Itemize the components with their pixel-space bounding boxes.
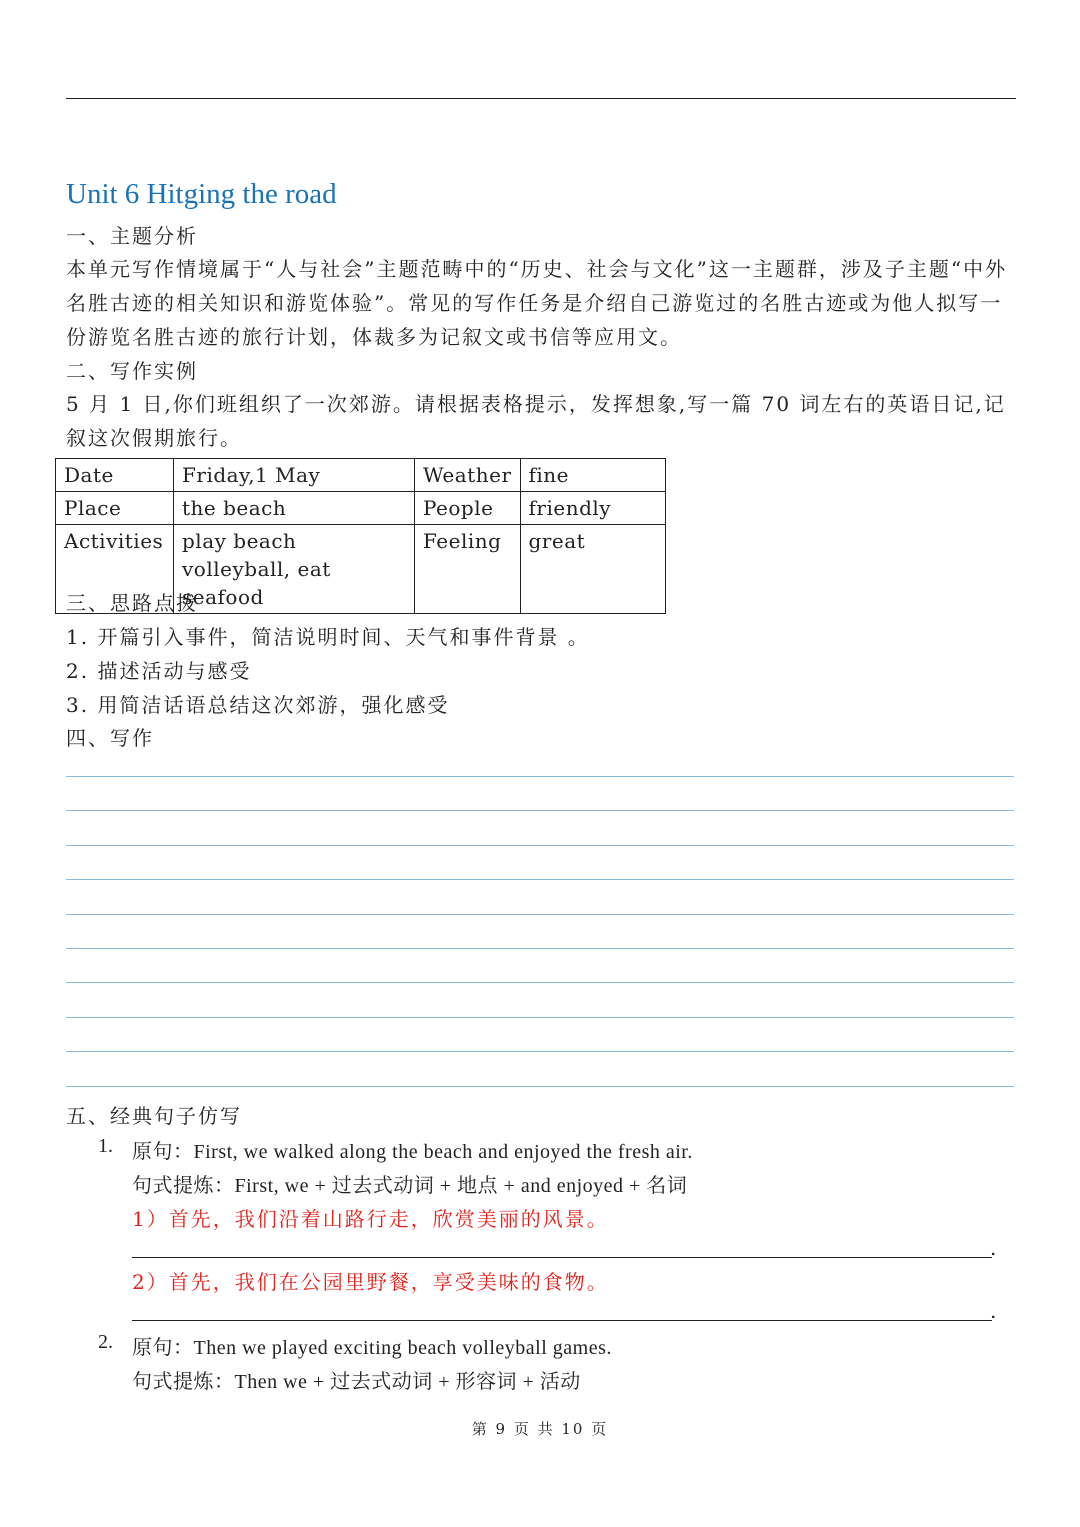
unit-title: Unit 6 Hitging the road — [66, 178, 337, 210]
section-heading-example: 二、写作实例 — [66, 359, 198, 383]
original-sentence: 原句：First, we walked along the beach and enjoyed the fresh air. — [132, 1141, 693, 1163]
answer-line[interactable] — [132, 1257, 992, 1258]
tip-item: 3. 用简洁话语总结这次郊游，强化感受 — [66, 693, 450, 717]
writing-line[interactable] — [66, 914, 1014, 915]
writing-line[interactable] — [66, 948, 1014, 949]
table-row — [56, 459, 666, 492]
writing-line[interactable] — [66, 776, 1014, 777]
item-number: 1. — [98, 1135, 113, 1157]
table-cell: the beach — [174, 492, 415, 525]
writing-line[interactable] — [66, 879, 1014, 880]
table-cell: Friday,1 May — [174, 459, 415, 492]
original-sentence: 原句：Then we played exciting beach volleyball games. — [132, 1337, 612, 1359]
table-cell: Date — [56, 459, 174, 492]
writing-line[interactable] — [66, 1051, 1014, 1052]
exercise-prompt: 1）首先，我们沿着山路行走，欣赏美丽的风景。 — [132, 1207, 609, 1231]
header-rule — [66, 98, 1016, 99]
table-cell: fine — [520, 459, 665, 492]
table-cell: great — [520, 525, 665, 614]
tip-item: 1. 开篇引入事件，简洁说明时间、天气和事件背景 。 — [66, 625, 590, 649]
writing-line[interactable] — [66, 810, 1014, 811]
table-cell: play beach volleyball, eat seafood — [174, 525, 415, 614]
answer-period: . — [990, 1299, 997, 1323]
writing-line[interactable] — [66, 1017, 1014, 1018]
writing-line[interactable] — [66, 1086, 1014, 1087]
table-cell: Place — [56, 492, 174, 525]
table-cell: Weather — [415, 459, 521, 492]
table-cell: friendly — [520, 492, 665, 525]
section-heading-tips: 三、思路点拨 — [66, 591, 198, 615]
item-number: 2. — [98, 1331, 113, 1353]
sentence-pattern: 句式提炼：First, we + 过去式动词 + 地点 + and enjoyed + 名词 — [132, 1175, 688, 1197]
table-cell: People — [415, 492, 521, 525]
table-cell: Feeling — [415, 525, 521, 614]
example-prompt: 5 月 1 日,你们班组织了一次郊游。请根据表格提示，发挥想象,写一篇 70 词左右的英语日记,记叙这次假期旅行。 — [66, 392, 1006, 450]
answer-line[interactable] — [132, 1320, 992, 1321]
page-footer: 第 9 页 共 10 页 — [471, 1420, 609, 1438]
table-cell: Activities — [56, 525, 174, 614]
table-row — [56, 492, 666, 525]
section-heading-imitation: 五、经典句子仿写 — [66, 1104, 242, 1128]
analysis-paragraph: 本单元写作情境属于“人与社会”主题范畴中的“历史、社会与文化”这一主题群，涉及子主题“中外名胜古迹的相关知识和游览体验”。常见的写作任务是介绍自己游览过的名胜古迹或为他人拟写一份游览名胜古迹的旅行计划，体裁多为记叙文或书信等应用文。 — [66, 257, 1008, 349]
exercise-prompt: 2）首先，我们在公园里野餐，享受美味的食物。 — [132, 1270, 609, 1294]
tip-item: 2. 描述活动与感受 — [66, 659, 252, 683]
writing-line[interactable] — [66, 845, 1014, 846]
section-heading-writing: 四、写作 — [66, 726, 154, 750]
sentence-pattern: 句式提炼：Then we + 过去式动词 + 形容词 + 活动 — [132, 1371, 581, 1393]
section-heading-analysis: 一、主题分析 — [66, 224, 198, 248]
writing-line[interactable] — [66, 982, 1014, 983]
answer-period: . — [990, 1236, 997, 1260]
